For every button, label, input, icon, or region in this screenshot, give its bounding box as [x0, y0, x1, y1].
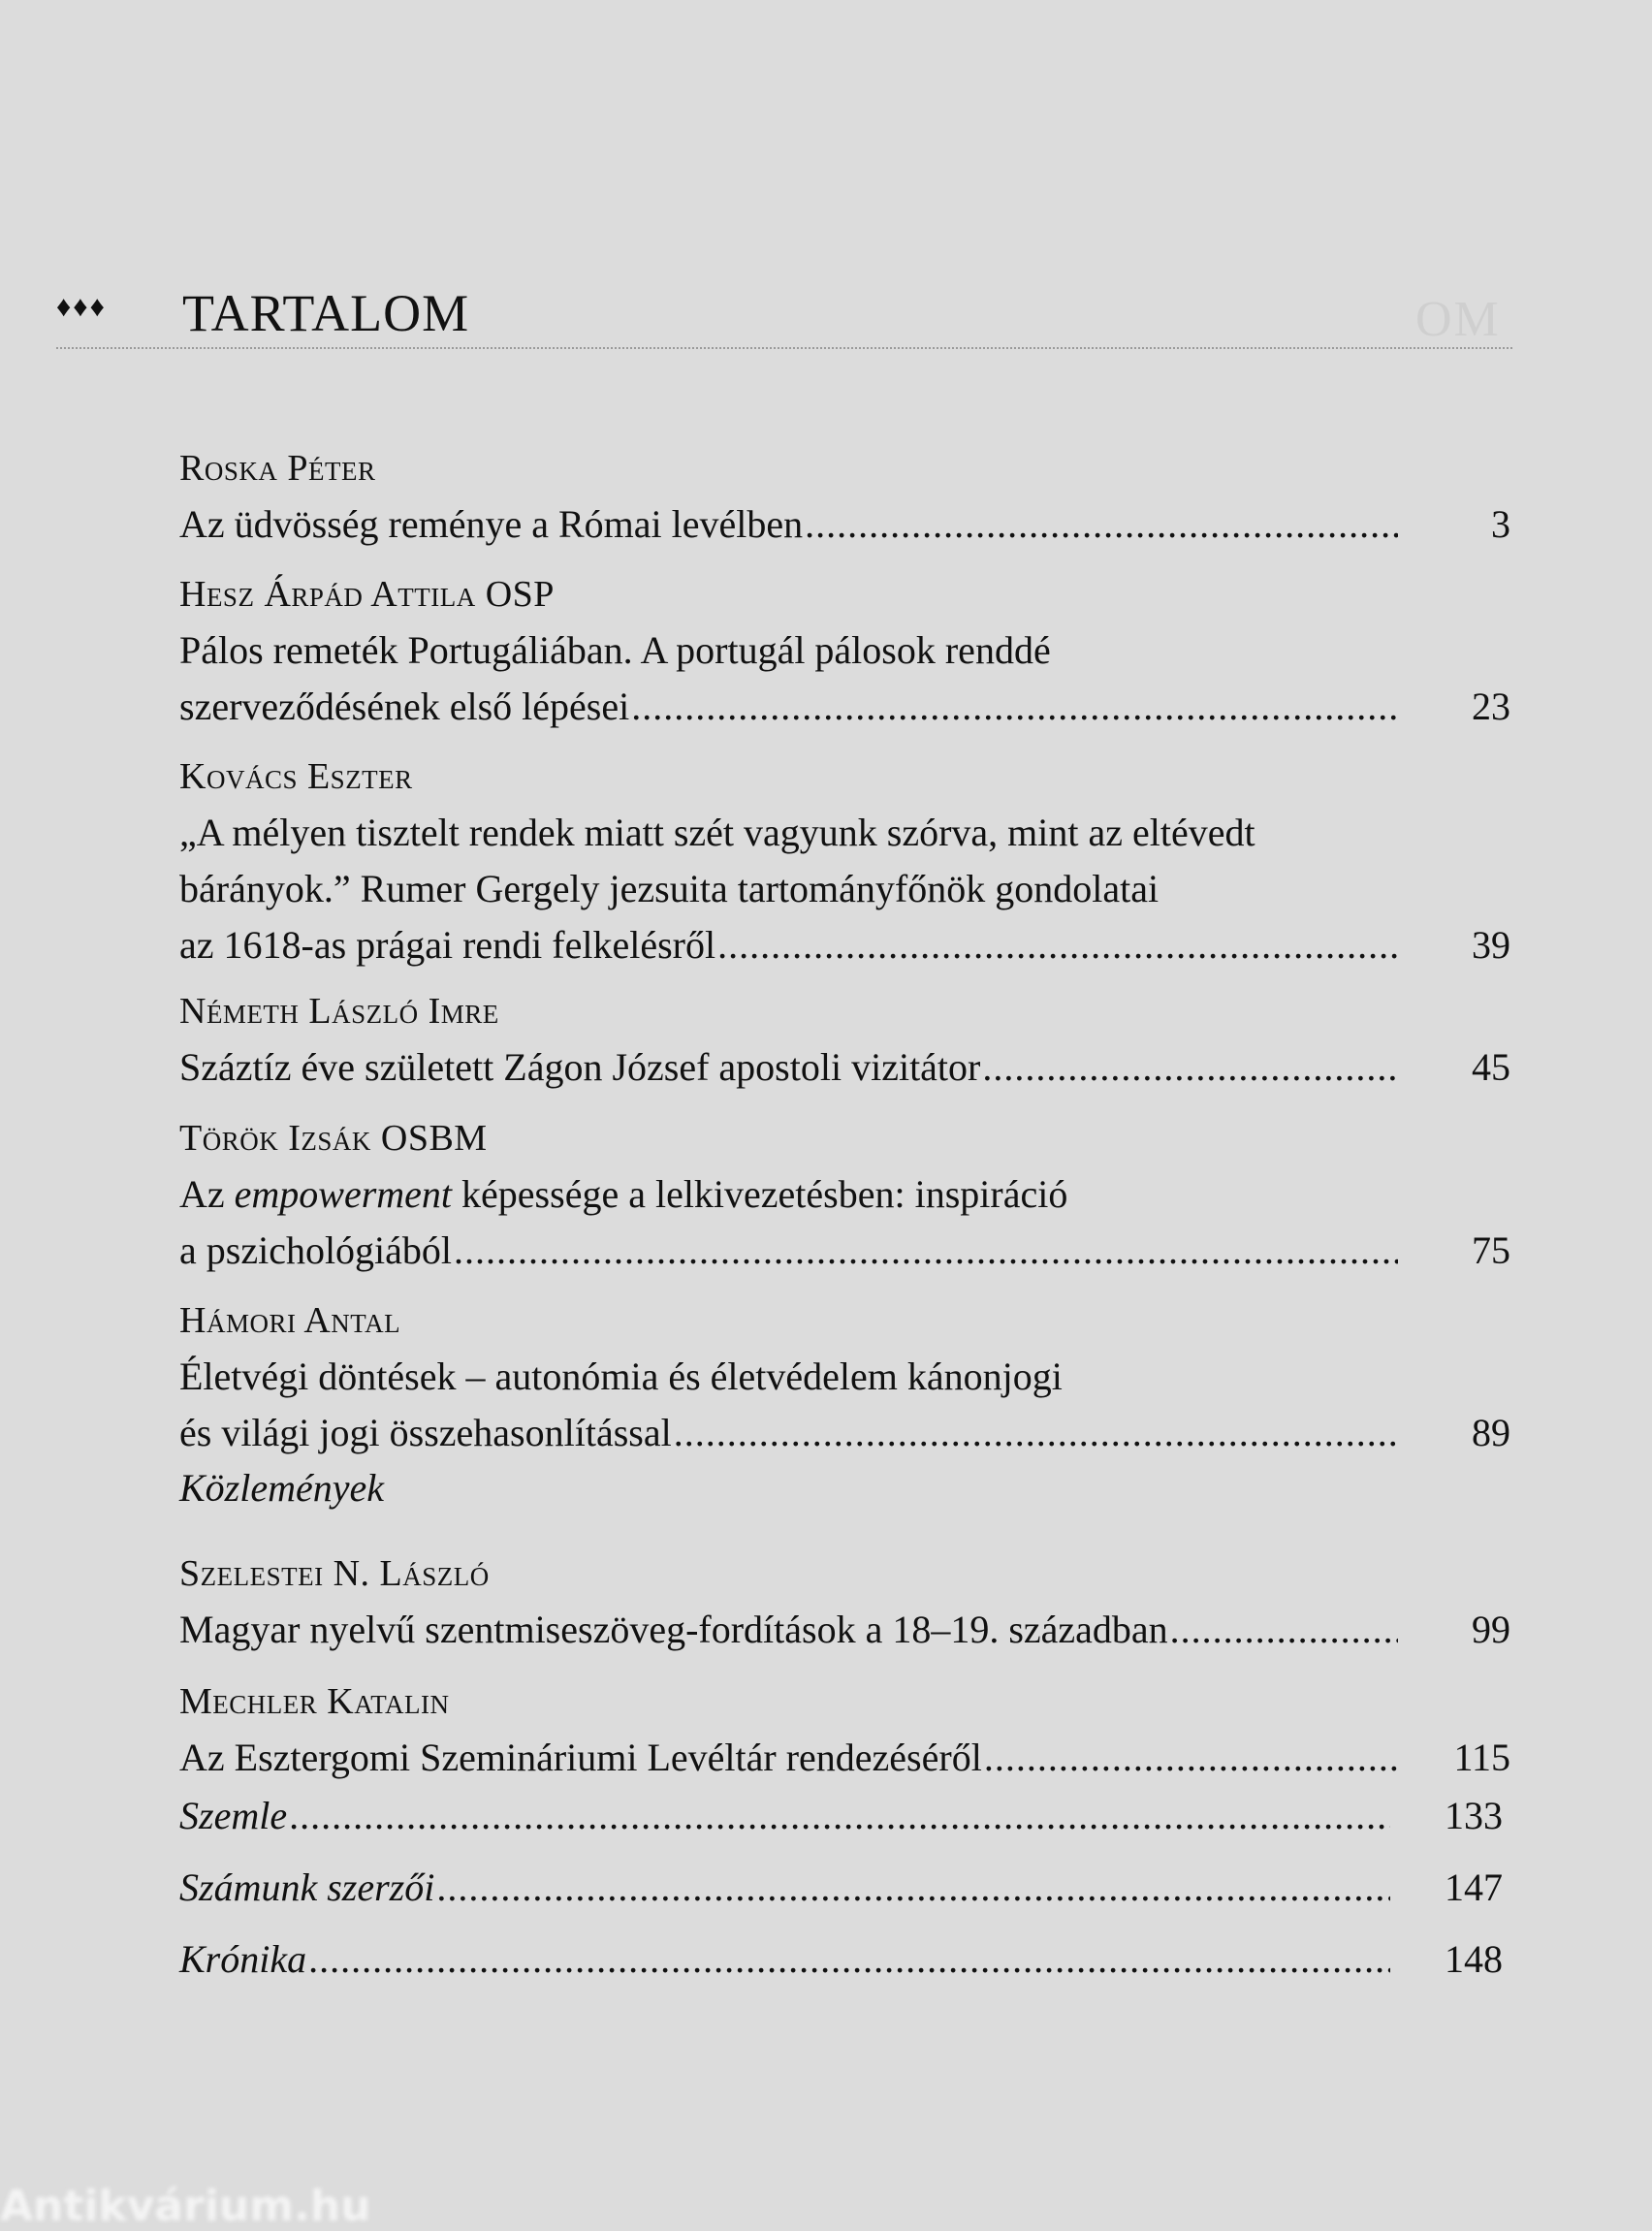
dot-leader	[672, 1405, 1398, 1461]
entry-title: Az Esztergomi Szemináriumi Levéltár rendezéséről	[179, 1736, 982, 1779]
toc-entry	[179, 749, 1510, 973]
dot-leader	[287, 1788, 1390, 1844]
entry-title: az 1618-as prágai rendi felkelésről	[179, 923, 716, 967]
page-title: TARTALOM	[182, 284, 470, 342]
page-number: 99	[1472, 1608, 1510, 1651]
entry-author: Roska Péter	[179, 448, 376, 489]
entry-author: Hesz Árpád Attila OSP	[179, 574, 555, 615]
diamond-ornament-icon: ♦♦♦	[56, 291, 107, 323]
entry-title-line	[179, 1166, 1510, 1223]
dot-leader	[982, 1730, 1398, 1786]
entry-title: Száztíz éve született Zágon József apostoli vizitátor	[179, 1045, 981, 1089]
section-title: Számunk szerzői	[179, 1865, 435, 1909]
entry-author: Török Izsák OSBM	[179, 1118, 488, 1159]
entry-title: a pszichológiából	[179, 1228, 453, 1272]
bleed-through-text: OM	[1415, 292, 1501, 347]
page-number: 147	[1445, 1865, 1503, 1909]
toc-entry	[179, 1292, 1510, 1461]
watermark: Antikvárium.hu	[0, 2182, 371, 2231]
dot-leader	[1168, 1602, 1398, 1658]
section-heading-kozlemenyek: Közlemények	[179, 1466, 385, 1510]
entry-title: és világi jogi összehasonlítással	[179, 1411, 672, 1454]
dot-leader	[452, 1223, 1398, 1279]
entry-title: Az üdvösség reménye a Római levélben	[179, 502, 804, 546]
page-number: 3	[1491, 502, 1510, 546]
toc-section	[179, 1788, 1503, 1844]
entry-title-line: bárányok.” Rumer Gergely jezsuita tartományfőnök gondolatai	[179, 867, 1160, 910]
page-number: 115	[1453, 1736, 1510, 1779]
entry-author: Hámori Antal	[179, 1300, 401, 1341]
dot-leader	[306, 1931, 1390, 1988]
entry-title-line: Pálos remeték Portugáliában. A portugál pálosok renddé	[179, 628, 1051, 672]
toc-entry	[179, 440, 1510, 553]
page-number: 75	[1472, 1228, 1510, 1272]
toc-section	[179, 1931, 1503, 1988]
toc-entry	[179, 1673, 1510, 1786]
entry-title: Magyar nyelvű szentmiseszöveg-fordítások a 18–19. században	[179, 1608, 1168, 1651]
dot-leader	[803, 496, 1398, 553]
title-text: képessége a lelkivezetésben: inspiráció	[452, 1172, 1068, 1216]
entry-title-line: Életvégi döntések – autonómia és életvédelem kánonjogi	[179, 1355, 1063, 1398]
entry-author: Szelestei N. László	[179, 1553, 490, 1594]
entry-author: Kovács Eszter	[179, 756, 413, 797]
section-title: Krónika	[179, 1937, 307, 1981]
dot-leader	[629, 679, 1398, 735]
title-divider	[56, 347, 1512, 349]
dot-leader	[434, 1860, 1390, 1916]
dot-leader	[980, 1039, 1398, 1096]
toc-entry	[179, 1110, 1510, 1279]
page-number: 23	[1472, 685, 1510, 728]
page-number: 133	[1445, 1794, 1503, 1837]
entry-title: szerveződésének első lépései	[179, 685, 630, 728]
entry-author: Németh László Imre	[179, 991, 499, 1032]
title-text: Az	[179, 1172, 235, 1216]
title-emphasis: empowerment	[234, 1172, 453, 1216]
entry-author: Mechler Katalin	[179, 1681, 450, 1722]
page-number: 45	[1472, 1045, 1510, 1089]
toc-entry	[179, 1546, 1510, 1658]
page-number: 148	[1445, 1937, 1503, 1981]
section-title: Szemle	[179, 1794, 288, 1837]
page-number: 89	[1472, 1411, 1510, 1454]
toc-entry	[179, 566, 1510, 735]
page-number: 39	[1472, 923, 1510, 967]
entry-title-line: „A mélyen tisztelt rendek miatt szét vagyunk szórva, mint az eltévedt	[179, 811, 1255, 854]
dot-leader	[715, 917, 1398, 973]
toc-entry	[179, 983, 1510, 1096]
toc-section	[179, 1860, 1503, 1916]
